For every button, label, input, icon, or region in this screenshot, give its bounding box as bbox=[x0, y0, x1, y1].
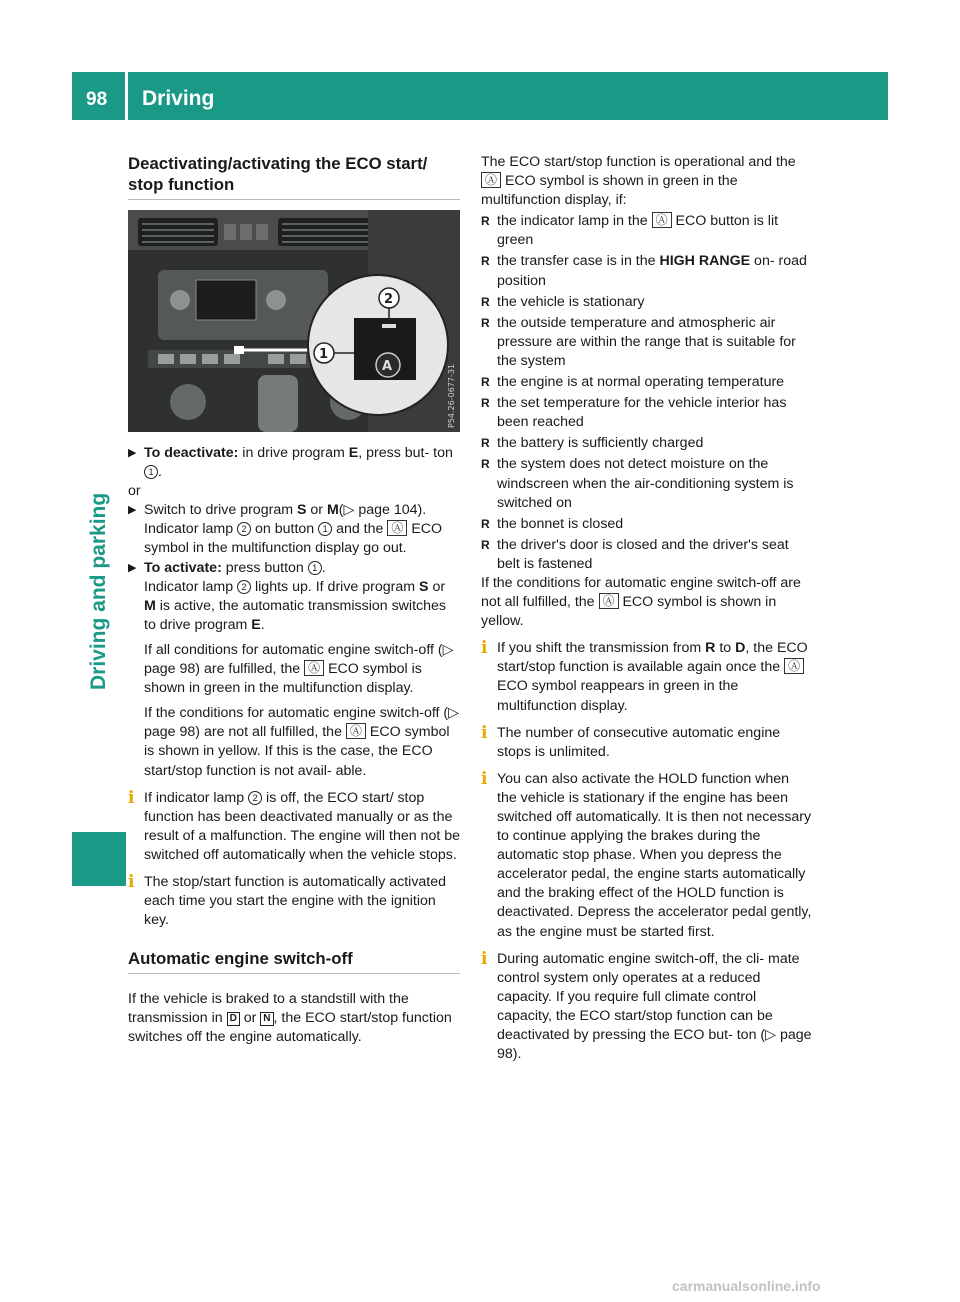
text: , the ECO start/stop function is available again once the bbox=[497, 640, 808, 676]
text: Indicator lamp bbox=[144, 521, 238, 538]
text: If the vehicle is braked to a standstill with the transmission in bbox=[128, 991, 409, 1027]
high-range-text: HIGH RANGE bbox=[659, 253, 751, 270]
text: , press but- ton bbox=[358, 445, 453, 461]
text: the set temperature for the vehicle interior has been reached bbox=[497, 395, 787, 431]
bullet-r-icon: R bbox=[481, 436, 490, 451]
conditions-not-fulfilled bbox=[481, 574, 812, 631]
bullet-r-icon: R bbox=[481, 457, 490, 472]
gear-d: D bbox=[735, 640, 746, 657]
deactivate-label: To deactivate: bbox=[144, 445, 239, 461]
program-m: M bbox=[326, 502, 339, 519]
text: The number of consecutive automatic engine stops is unlimited. bbox=[497, 724, 781, 760]
text: the vehicle is stationary bbox=[497, 293, 645, 310]
text: If you shift the transmission from bbox=[497, 640, 706, 657]
photo-code: P54.26-0677-31 bbox=[447, 363, 456, 428]
info-note-lamp-off bbox=[128, 789, 460, 865]
info-icon: i bbox=[481, 948, 488, 969]
condition-item bbox=[481, 212, 812, 250]
condition-yellow bbox=[128, 704, 460, 780]
bullet-r-icon: R bbox=[481, 294, 490, 309]
text: the bonnet is closed bbox=[497, 515, 624, 532]
text: ECO symbol reappears in green in the multifunction display. bbox=[497, 678, 739, 714]
info-icon: i bbox=[481, 768, 488, 789]
text: ECO symbol is shown in green in the multifunction display, if: bbox=[481, 173, 738, 209]
text: the engine is at normal operating temperature bbox=[497, 374, 785, 391]
sidebar bbox=[72, 120, 126, 1120]
info-note-auto-activation bbox=[128, 873, 460, 930]
text: . bbox=[158, 464, 162, 481]
step-switch-program bbox=[128, 501, 460, 558]
condition-item bbox=[481, 394, 812, 432]
text: , the ECO start/stop function switches off the engine automatically. bbox=[128, 1010, 452, 1046]
info-icon: i bbox=[128, 787, 135, 808]
text: the transfer case is in the bbox=[497, 253, 660, 270]
text: If indicator lamp bbox=[144, 789, 249, 806]
text: or bbox=[239, 1010, 261, 1027]
header-divider bbox=[125, 72, 128, 120]
activate-label: To activate: bbox=[144, 559, 222, 576]
text: or bbox=[306, 502, 327, 519]
gear-n-icon: N bbox=[260, 1012, 273, 1026]
section-tab-label: Driving and parking bbox=[87, 492, 110, 690]
callout-2-icon: 2 bbox=[237, 522, 251, 536]
conditions-intro bbox=[481, 153, 812, 210]
callout-2-icon: 2 bbox=[248, 791, 262, 805]
info-icon: i bbox=[481, 722, 488, 743]
condition-item bbox=[481, 314, 812, 371]
photo-callout-1: 1 bbox=[319, 347, 329, 362]
text: Switch to drive program bbox=[144, 502, 297, 519]
text: Indicator lamp bbox=[144, 578, 238, 595]
text: the outside temperature and atmospheric air pressure are within the range that is suitable for the system bbox=[497, 314, 796, 369]
step-arrow-icon: ▶ bbox=[128, 504, 137, 517]
text: . bbox=[321, 559, 326, 576]
text: the indicator lamp in the bbox=[497, 213, 652, 230]
condition-item bbox=[481, 536, 812, 574]
page-header bbox=[72, 72, 888, 120]
text: You can also activate the HOLD function when the vehicle is stationary if the engine has been switched off automatically. It is then not necessary to continue applying the brakes during the automatic stop phase. When you depress the accelerator pedal, the engine starts automatically and the braking effect of the HOLD function is deactivated. Depress the accelerator pedal gently, as the engine must be started first. bbox=[497, 770, 812, 940]
section-tab-block bbox=[72, 832, 126, 886]
info-note-shift bbox=[481, 639, 812, 715]
program-e: E bbox=[251, 616, 261, 633]
condition-item bbox=[481, 252, 812, 290]
text: The ECO start/stop function is operational and the bbox=[481, 154, 796, 170]
text: on- road position bbox=[497, 253, 807, 289]
bullet-r-icon: R bbox=[481, 375, 490, 390]
gear-r: R bbox=[705, 640, 716, 657]
program-s: S bbox=[419, 578, 429, 595]
text: ECO symbol is shown in yellow. bbox=[481, 594, 777, 630]
eco-symbol-icon: Ⓐ bbox=[652, 212, 672, 228]
condition-item bbox=[481, 373, 812, 392]
condition-green bbox=[128, 641, 460, 698]
step-arrow-icon: ▶ bbox=[128, 561, 137, 574]
svg-text:A: A bbox=[382, 359, 393, 374]
page-number: 98 bbox=[86, 89, 108, 110]
text: . bbox=[260, 616, 265, 633]
eco-symbol-icon: Ⓐ bbox=[346, 723, 366, 739]
program-e: E bbox=[348, 445, 359, 461]
dashboard-photo bbox=[128, 210, 460, 432]
watermark: carmanualsonline.info bbox=[672, 1278, 821, 1294]
condition-item bbox=[481, 455, 812, 512]
eco-symbol-icon: Ⓐ bbox=[784, 658, 804, 674]
text: is active, the automatic transmission switches to drive program bbox=[144, 597, 446, 633]
step-deactivate bbox=[128, 444, 460, 482]
info-note-stops-unlimited bbox=[481, 724, 812, 762]
text: If the conditions for automatic engine switch-off are not all fulfilled, the bbox=[481, 574, 801, 611]
text: ECO button is lit green bbox=[497, 213, 779, 249]
condition-item bbox=[481, 515, 812, 534]
section-heading-auto-switch-off: Automatic engine switch-off bbox=[128, 948, 460, 974]
text: and the bbox=[332, 521, 388, 538]
bullet-r-icon: R bbox=[481, 516, 490, 531]
text: or bbox=[428, 578, 446, 595]
or-text: or bbox=[128, 483, 141, 500]
info-icon: i bbox=[128, 871, 135, 892]
text: If all conditions for automatic engine switch-off (▷ page 98) are fulfilled, the bbox=[144, 641, 454, 678]
text: the driver's door is closed and the driver's seat belt is fastened bbox=[497, 536, 789, 572]
bullet-r-icon: R bbox=[481, 396, 490, 411]
callout-1-icon: 1 bbox=[308, 561, 322, 575]
left-column bbox=[128, 153, 460, 1048]
bullet-r-icon: R bbox=[481, 537, 490, 552]
bullet-r-icon: R bbox=[481, 315, 490, 330]
auto-switch-off-text bbox=[128, 990, 460, 1047]
page-title: Driving bbox=[142, 87, 215, 110]
text: on button bbox=[251, 521, 319, 538]
eco-symbol-icon: Ⓐ bbox=[387, 520, 407, 536]
text: is off, the ECO start/ stop function has been deactivated manually or as the result of a malfunction. The engine will then not be switched off automatically when the vehicle stops. bbox=[144, 789, 460, 863]
condition-item bbox=[481, 293, 812, 312]
text: press button bbox=[221, 559, 308, 576]
text: ECO symbol in the multifunction display go out. bbox=[144, 521, 443, 557]
text: in drive program bbox=[238, 445, 349, 461]
text: The stop/start function is automatically activated each time you start the engine with the ignition key. bbox=[144, 873, 447, 929]
condition-item bbox=[481, 434, 812, 453]
section-heading-eco: Deactivating/activating the ECO start/ stop function bbox=[128, 153, 460, 200]
right-column bbox=[481, 153, 812, 1064]
info-icon: i bbox=[481, 638, 488, 659]
callout-1-icon: 1 bbox=[318, 522, 332, 536]
dashboard-illustration bbox=[128, 210, 460, 432]
step-activate bbox=[128, 559, 460, 635]
text: the battery is sufficiently charged bbox=[497, 435, 704, 452]
bullet-r-icon: R bbox=[481, 254, 490, 269]
step-arrow-icon: ▶ bbox=[128, 447, 137, 459]
page-ref: (▷ page 104). bbox=[338, 502, 427, 519]
eco-symbol-icon: Ⓐ bbox=[304, 660, 324, 676]
text: ECO symbol is shown in yellow. If this is the case, the ECO start/stop function is not avail- able. bbox=[144, 724, 450, 779]
bullet-r-icon: R bbox=[481, 214, 490, 229]
program-s: S bbox=[296, 502, 307, 519]
photo-callout-2: 2 bbox=[384, 292, 394, 307]
text: During automatic engine switch-off, the cli- mate control system only operates at a reduced capacity. If you require full climate control capacity, the ECO start/stop function can be deactivated by pressing the ECO but- ton (▷ page 98). bbox=[497, 950, 812, 1063]
callout-2-icon: 2 bbox=[237, 580, 251, 594]
text: lights up. If drive program bbox=[251, 578, 420, 595]
text: If the conditions for automatic engine switch-off (▷ page 98) are not all fulfilled, the bbox=[144, 705, 460, 741]
callout-1-icon: 1 bbox=[144, 465, 158, 479]
gear-d-icon: D bbox=[227, 1012, 240, 1026]
text: ECO symbol is shown in green in the multifunction display. bbox=[144, 661, 422, 697]
info-note-hold bbox=[481, 770, 812, 942]
eco-symbol-icon: Ⓐ bbox=[481, 172, 501, 188]
program-m: M bbox=[144, 597, 156, 614]
text: to bbox=[715, 640, 736, 657]
info-note-climate bbox=[481, 950, 812, 1065]
eco-symbol-icon: Ⓐ bbox=[599, 593, 619, 609]
text: the system does not detect moisture on the windscreen when the air-conditioning system is switched on bbox=[497, 456, 794, 511]
